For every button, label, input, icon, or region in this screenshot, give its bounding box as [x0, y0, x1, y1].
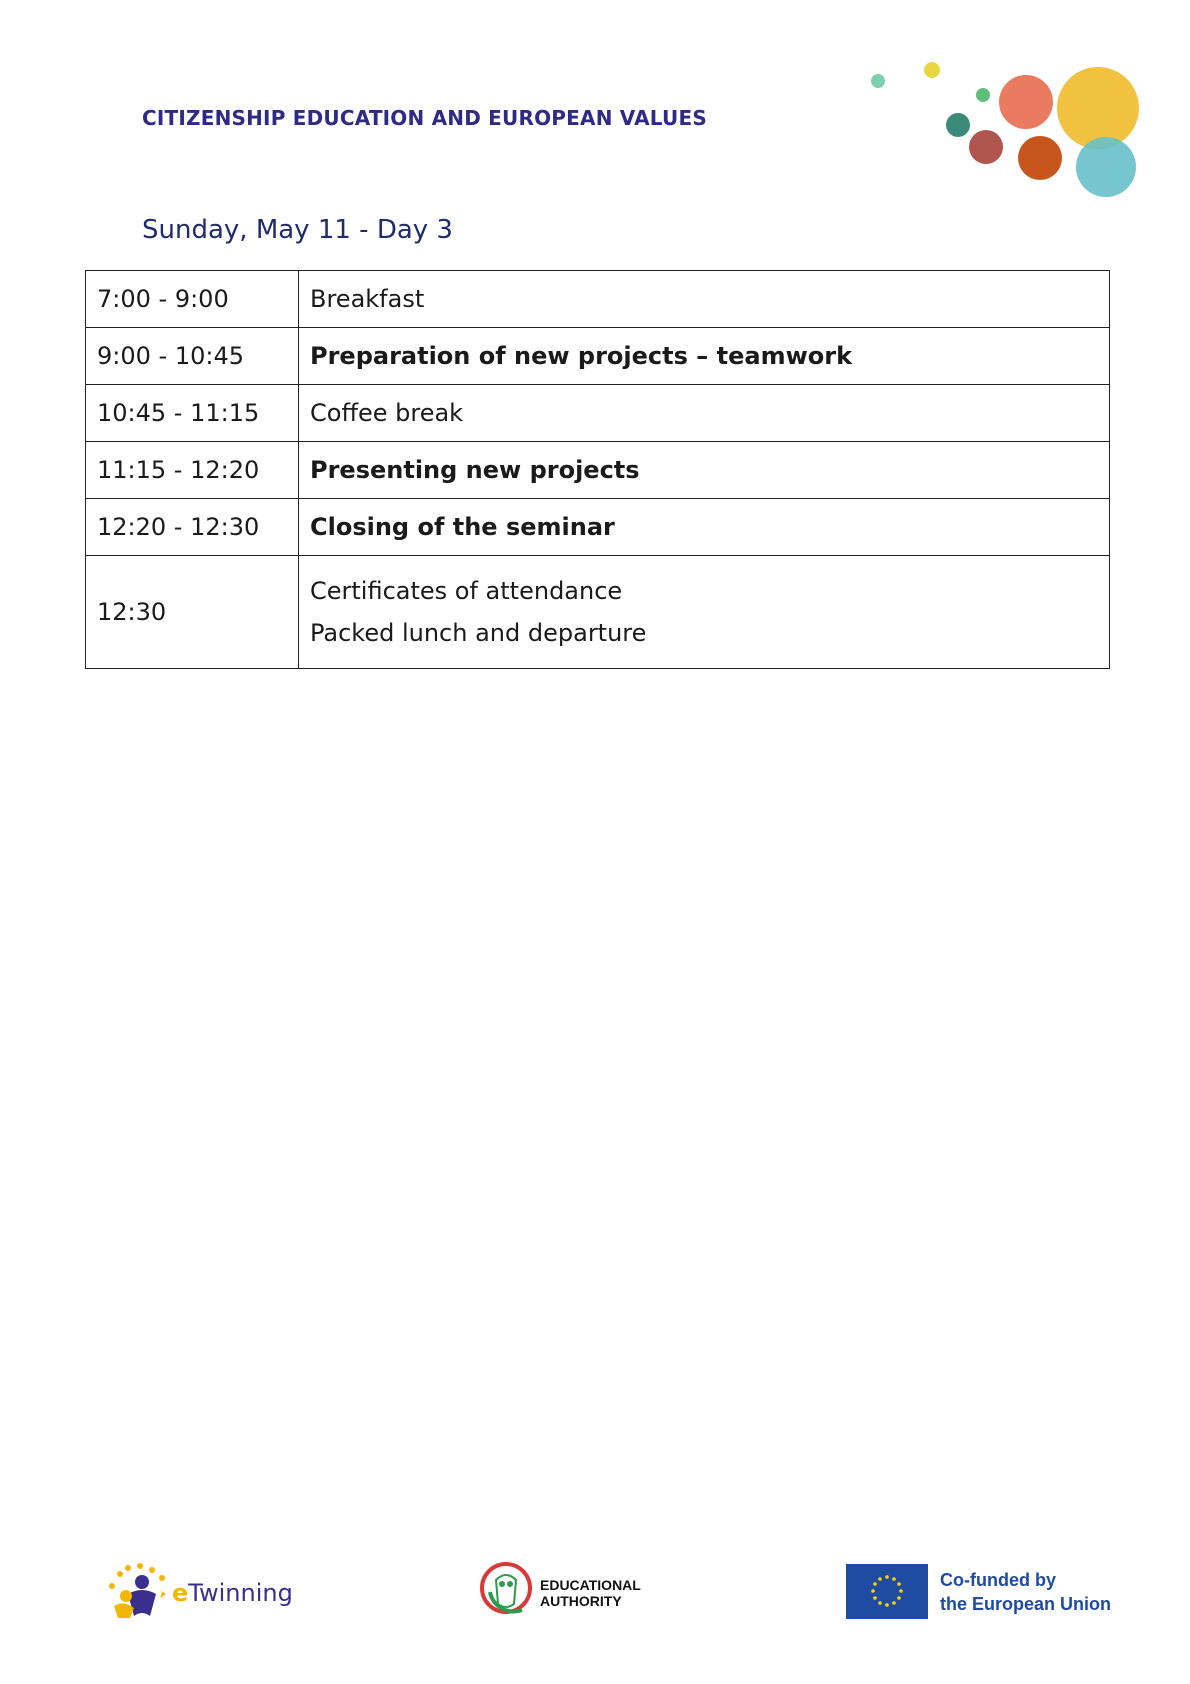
- bubble-orange: [1018, 136, 1062, 180]
- activity-cell: Preparation of new projects – teamwork: [299, 328, 1110, 385]
- day-heading: Sunday, May 11 - Day 3: [142, 215, 453, 245]
- time-cell: 12:30: [86, 556, 299, 669]
- schedule-table: [85, 270, 1110, 669]
- bubble-coral: [999, 75, 1053, 129]
- edu-line-1: EDUCATIONAL: [540, 1577, 641, 1593]
- table-row: [86, 442, 1110, 499]
- footer-logos: [0, 1560, 1190, 1630]
- table-row: [86, 328, 1110, 385]
- etwinning-rest: Twinning: [188, 1579, 293, 1607]
- time-cell: 12:20 - 12:30: [86, 499, 299, 556]
- eu-line-1: Co-funded by: [940, 1570, 1056, 1590]
- table-row: [86, 556, 1110, 669]
- table-row: [86, 271, 1110, 328]
- activity-cell: Presenting new projects: [299, 442, 1110, 499]
- decorative-bubbles-logo: [850, 60, 1150, 210]
- activity-line: Packed lunch and departure: [310, 619, 647, 647]
- eu-line-2: the European Union: [940, 1594, 1111, 1614]
- activity-cell: [299, 556, 1110, 669]
- bubble-yellow-small: [924, 62, 940, 78]
- activity-cell: Breakfast: [299, 271, 1110, 328]
- bubble-gold: [1057, 67, 1139, 149]
- document-header-title: CITIZENSHIP EDUCATION AND EUROPEAN VALUES: [142, 106, 707, 130]
- bubble-teal: [946, 113, 970, 137]
- educational-authority-text: [540, 1577, 641, 1609]
- time-cell: 11:15 - 12:20: [86, 442, 299, 499]
- activity-cell: Closing of the seminar: [299, 499, 1110, 556]
- time-cell: 9:00 - 10:45: [86, 328, 299, 385]
- activity-line: Certificates of attendance: [310, 577, 623, 605]
- time-cell: 7:00 - 9:00: [86, 271, 299, 328]
- eu-cofunded-text: [940, 1568, 1111, 1616]
- bubble-green-small: [976, 88, 990, 102]
- etwinning-logo-text: [172, 1579, 293, 1607]
- activity-cell: Coffee break: [299, 385, 1110, 442]
- edu-line-2: AUTHORITY: [540, 1593, 622, 1609]
- bubble-brown: [969, 130, 1003, 164]
- etwinning-e: e: [172, 1579, 189, 1607]
- bubble-mint: [871, 74, 885, 88]
- table-row: [86, 499, 1110, 556]
- table-row: [86, 385, 1110, 442]
- time-cell: 10:45 - 11:15: [86, 385, 299, 442]
- bubble-cyan: [1076, 137, 1136, 197]
- eu-flag-icon: [846, 1564, 928, 1619]
